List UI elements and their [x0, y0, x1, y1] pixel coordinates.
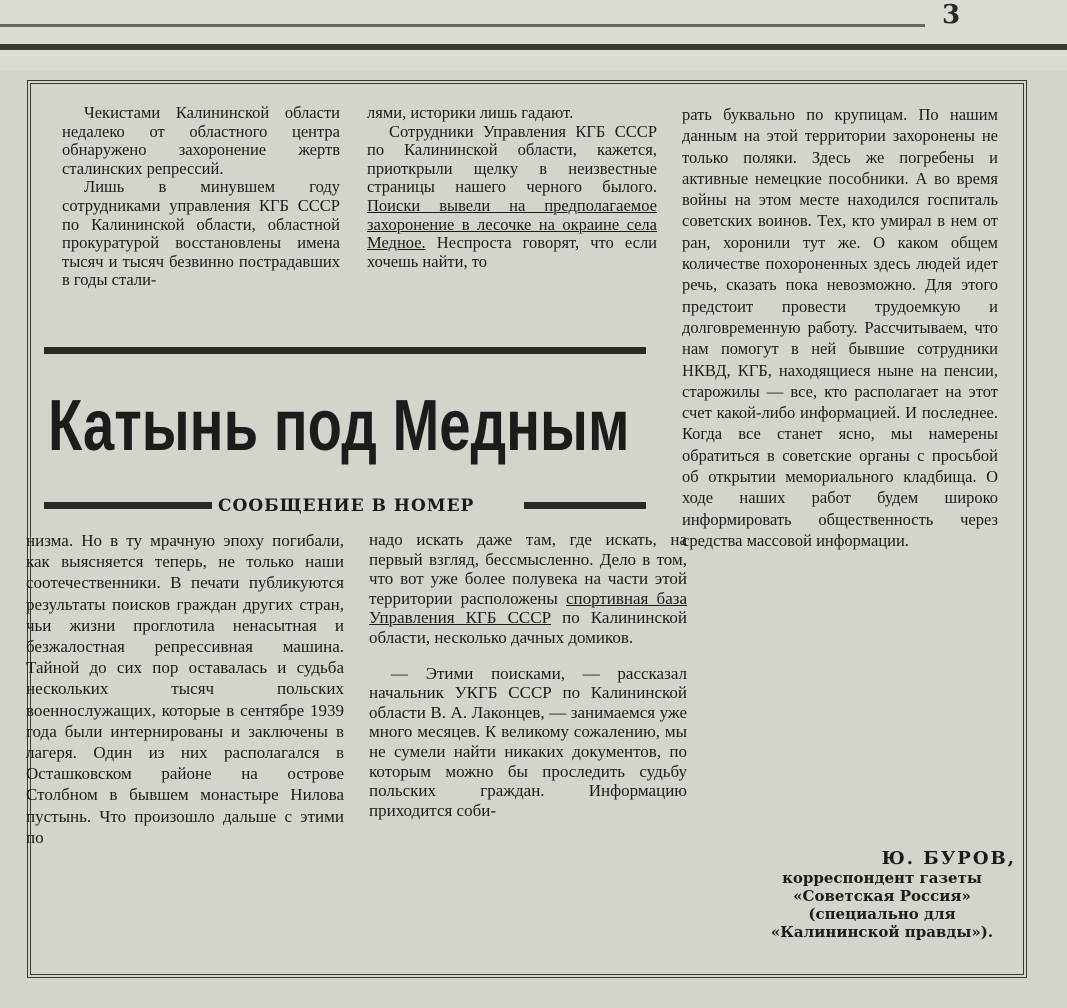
article-paragraph: Лишь в минувшем году сотрудниками управления КГБ СССР по Калининской области, областной прокуратурой восстановлены имена тысяч и тысяч безвинно пострадавших в годы стали-	[62, 177, 340, 290]
article-headline: Катынь под Медным	[48, 386, 630, 466]
author-note: (специально для «Калининской правды»).	[770, 905, 994, 941]
article-lead: Чекистами Калининской области недалеко от областного центра обнаружено захоронение жертв сталинских репрессий.	[62, 103, 340, 178]
headline-top-bar	[44, 347, 646, 354]
column-2-bottom	[369, 530, 687, 820]
article-paragraph: низма. Но в ту мрачную эпоху погибали, как выясняется теперь, не только наши соотечественники. В печати публикуются результаты поисков граждан других стран, чьи жизни проглотила ненасытная и безжалостная репрессивная машина. Тайной до сих пор оставалась и судьба нескольких тысяч польских военнослужащих, которые в сентябре 1939 года были интернированы и заключены в лагеря. Один из них располагался в Осташковском районе на острове Столбном в бывшем монастыре Нилова пустынь. Что произошло дальше с этими по	[26, 531, 344, 847]
paragraph-text: надо искать даже там, где искать, на первый взгляд, бессмысленно. Дело в том, что вот уже более полувека на части этой территории расположены	[369, 530, 687, 608]
column-1-bottom	[26, 530, 344, 848]
author-signature	[748, 848, 1016, 941]
paragraph-text: Неспроста говорят, что если хочешь найти, то	[367, 233, 658, 271]
article-paragraph: рать буквально по крупицам. По нашим данным на этой территории захоронены не только поляки. Здесь же погребены и активные немецкие пособники. А во время войны на этом месте находился госпиталь советских воинов. Тех, кто умирал в нем от ран, хоронили тут же. О каком общем количестве похороненных здесь людей идет речь, сказать пока невозможно. Для этого предстоит провести трудоемкую и долговременную работу. Рассчитываем, что нам помогут в ней бывшие сотрудники НКВД, КГБ, находящиеся ныне на пенсии, старожилы — все, кто располагает на этот счет какой-либо информацией. И последнее. Когда все станет ясно, мы намерены обратиться в советские органы с просьбой об открытии мемориального кладбища. О ходе наших работ будем широко информировать общественность через средства массовой информации.	[682, 105, 998, 550]
rubric-bar-left	[44, 502, 212, 509]
article-paragraph	[367, 123, 657, 272]
newspaper-name: «Советская Россия»	[793, 887, 971, 905]
column-3	[682, 104, 998, 551]
paragraph-text: по Калининской области, несколько дачных домиков.	[369, 608, 688, 647]
column-2-top	[367, 104, 657, 271]
rubric-bar-right	[524, 502, 646, 509]
article-paragraph	[369, 530, 687, 648]
underlined-text: спортивная база Управления КГБ СССР	[369, 588, 687, 628]
article-quote: — Этими поисками, — рассказал начальник УКГБ СССР по Калининской области В. А. Лаконцев, — занимаемся уже много месяцев. К великому сожалению, мы не сумели найти никаких документов, по которым можно бы проследить судьбу польских граждан. Информацию приходится соби-	[369, 663, 687, 820]
article-paragraph: лями, историки лишь гадают.	[367, 103, 574, 122]
article-rubric: СООБЩЕНИЕ В НОМЕР	[218, 496, 475, 516]
page-number: 3	[942, 0, 961, 30]
author-role: корреспондент газеты	[782, 869, 982, 887]
header-rule-thick	[0, 44, 1067, 50]
header-rule	[0, 24, 925, 27]
underlined-text: Поиски вывели на предполагаемое захоронение в лесочке на окраине села Медное.	[367, 195, 657, 253]
column-1-top	[62, 104, 340, 290]
paragraph-text: Сотрудники Управления КГБ СССР по Калининской области, кажется, приоткрыли щелку в неизвестные страницы нашего черного былого.	[367, 121, 657, 197]
author-name: Ю. БУРОВ,	[881, 848, 1016, 869]
